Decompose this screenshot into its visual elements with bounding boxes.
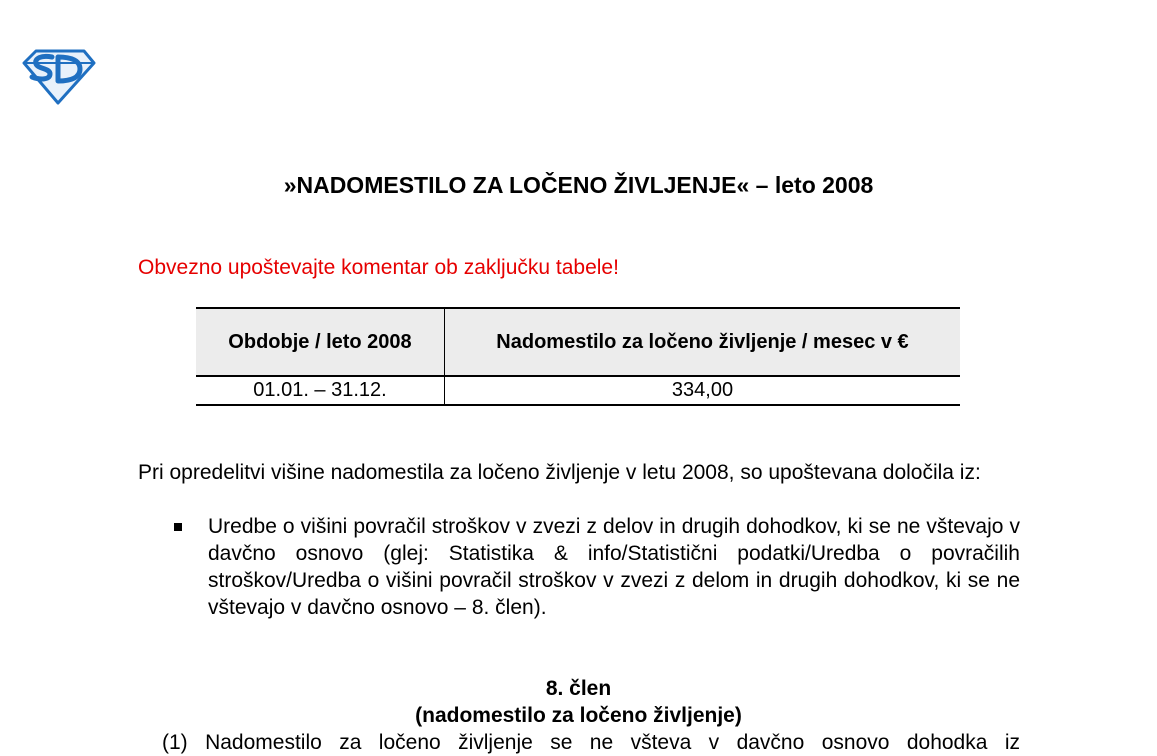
article-heading <box>0 675 1157 729</box>
article-subtitle: (nadomestilo za ločeno življenje) <box>415 704 742 727</box>
rates-table <box>196 307 960 406</box>
table-header-row <box>196 308 960 376</box>
sd-diamond-logo-icon <box>22 47 96 105</box>
article-first-line: (1) Nadomestilo za ločeno življenje se ne všteva v davčno osnovo dohodka iz <box>162 731 1020 754</box>
document-title: »NADOMESTILO ZA LOČENO ŽIVLJENJE« – leto 2008 <box>283 172 874 198</box>
sd-logo <box>22 47 96 105</box>
notice-text: Obvezno upoštevajte komentar ob zaključku tabele! <box>138 256 619 279</box>
square-bullet-icon <box>174 523 182 531</box>
list-item: Uredbe o višini povračil stroškov v zvezi z delov in drugih dohodkov, ki se ne vštevajo v davčno osnovo (glej: Statistika & info/Statistični podatki/Uredba o povračilih stroškov/Uredba o višini povračil stroškov v zvezi z delom in drugih dohodkov, ki se ne vštevajo v davčno osnovo – 8. člen). <box>208 515 1020 619</box>
table-cell-period: 01.01. – 31.12. <box>196 376 445 405</box>
table-row <box>196 376 960 405</box>
intro-paragraph: Pri opredelitvi višine nadomestila za ločeno življenje v letu 2008, so upoštevana določila iz: <box>138 461 981 484</box>
article-number: 8. člen <box>545 677 612 700</box>
column-header-period: Obdobje / leto 2008 <box>196 308 445 376</box>
column-header-allowance: Nadomestilo za ločeno življenje / mesec v € <box>445 308 961 376</box>
table-cell-amount: 334,00 <box>445 376 961 405</box>
bullet-list <box>174 513 1020 621</box>
